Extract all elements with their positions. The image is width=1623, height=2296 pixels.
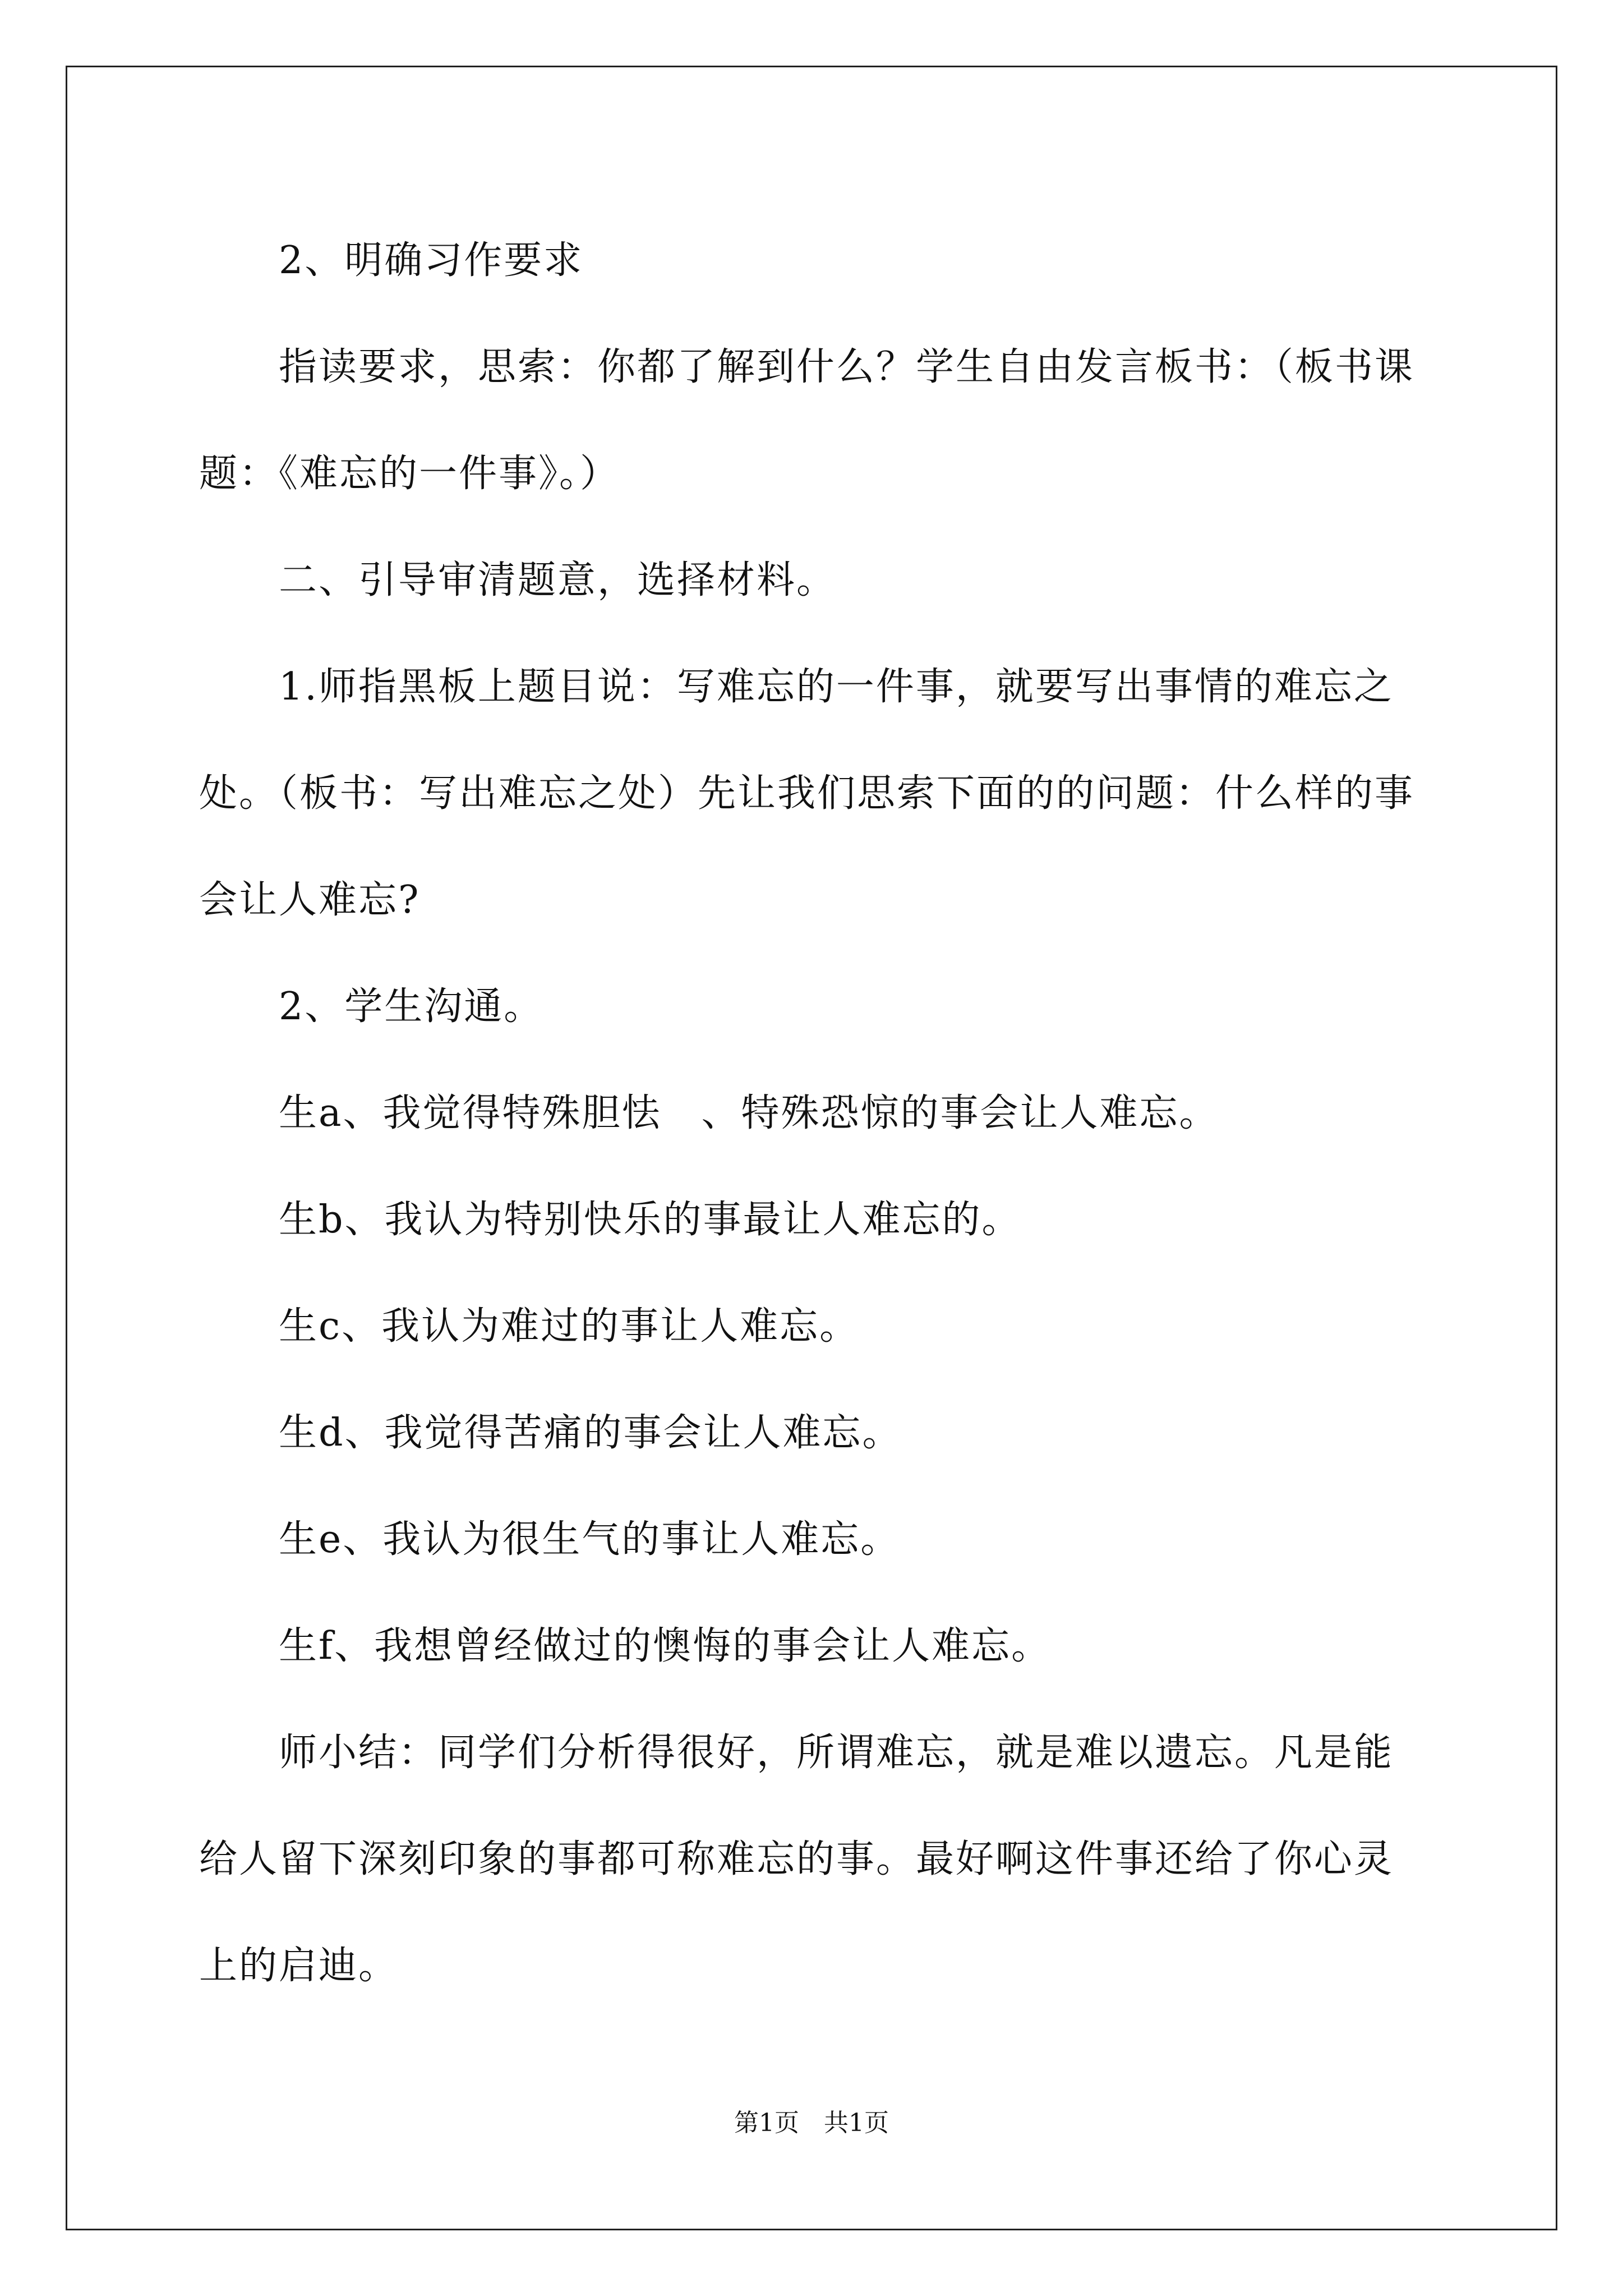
paragraph-student-f: 生f、我想曾经做过的懊悔的事会让人难忘。 (199, 1624, 1052, 1668)
paragraph-student-discussion: 2、学生沟通。 (199, 984, 544, 1029)
paragraph-student-e: 生e、我认为很生气的事让人难忘。 (199, 1517, 901, 1562)
paragraph-teacher-summary: 师小结：同学们分析得很好，所谓难忘，就是难以遗忘。凡是能给人留下深刻印象的事都可称难忘的事。最好啊这件事还给了你心灵上的启迪。 (199, 1731, 1394, 1988)
paragraph-read-requirements: 指读要求，思索：你都了解到什么？学生自由发言板书：（板书课题：《难忘的一件事》。） (199, 345, 1415, 496)
page-number: 第1页 共1页 (734, 2109, 889, 2137)
paragraph-teacher-question: 1.师指黑板上题目说：写难忘的一件事，就要写出事情的难忘之处。（板书：写出难忘之处）先让我们思索下面的的问题：什么样的事会让人难忘? (199, 665, 1415, 922)
paragraph-student-c: 生c、我认为难过的事让人难忘。 (199, 1304, 860, 1349)
paragraph-heading-requirements: 2、明确习作要求 (199, 238, 584, 283)
paragraph-student-b: 生b、我认为特别快乐的事最让人难忘的。 (199, 1198, 1022, 1242)
paragraph-student-d: 生d、我觉得苦痛的事会让人难忘。 (199, 1411, 902, 1455)
paragraph-section-two: 二、引导审清题意，选择材料。 (199, 558, 837, 602)
paragraph-student-a: 生a、我觉得特殊胆怯 、特殊恐惊的事会让人难忘。 (199, 1091, 1219, 1135)
